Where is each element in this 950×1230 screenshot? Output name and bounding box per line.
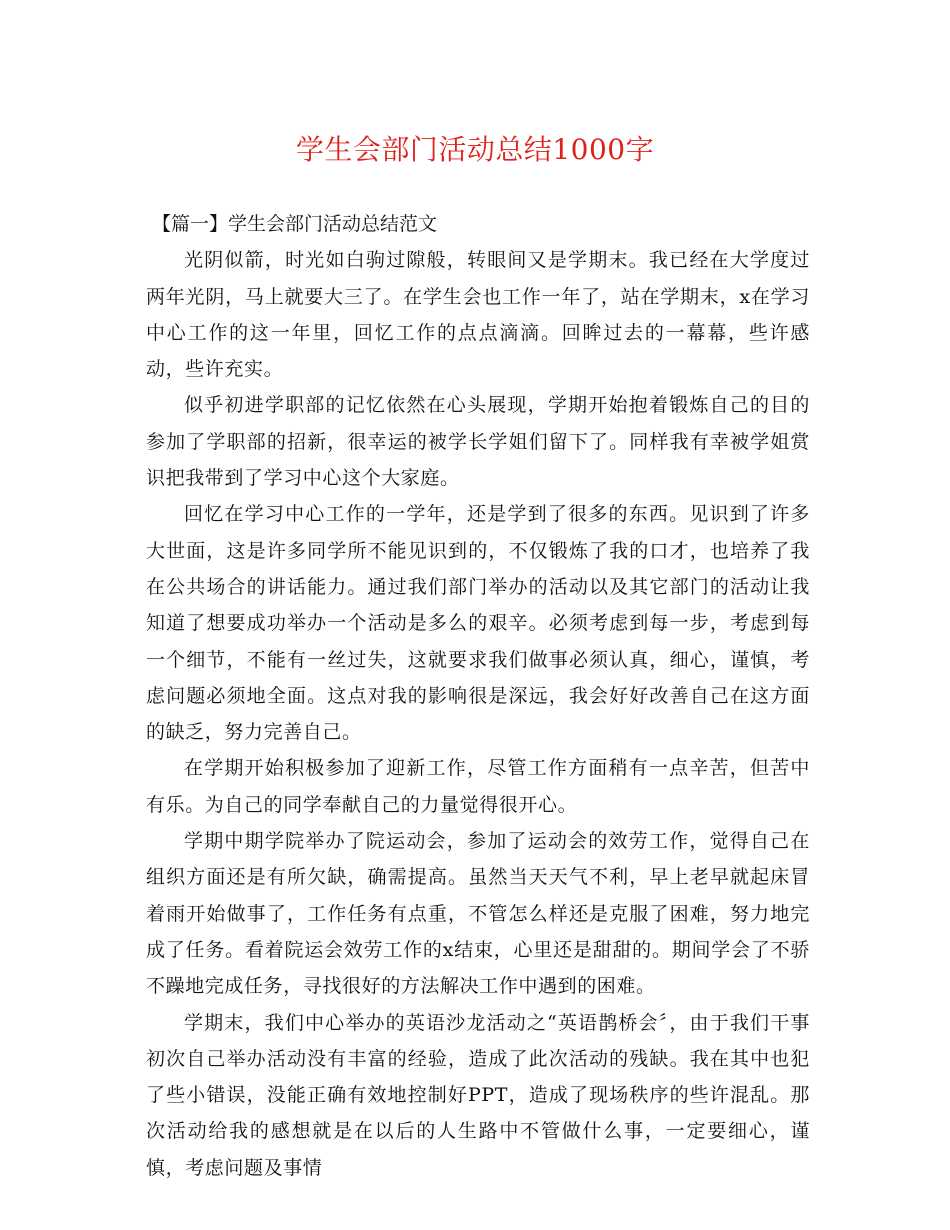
section-heading: 【篇一】学生会部门活动总结范文 bbox=[152, 213, 438, 235]
document-body bbox=[146, 206, 810, 1186]
paragraph: 光阴似箭，时光如白驹过隙般，转眼间又是学期末。我已经在大学度过两年光阴，马上就要大三了。在学生会也工作一年了，站在学期末，x在学习中心工作的这一年里，回忆工作的点点滴滴。回眸过去的一幕幕，些许感动，些许充实。 bbox=[146, 249, 810, 381]
paragraph: 似乎初进学职部的记忆依然在心头展现，学期开始抱着锻炼自己的目的参加了学职部的招新，很幸运的被学长学姐们留下了。同样我有幸被学姐赏识把我带到了学习中心这个大家庭。 bbox=[146, 394, 810, 490]
paragraph: 回忆在学习中心工作的一学年，还是学到了很多的东西。见识到了许多大世面，这是许多同学所不能见识到的，不仅锻炼了我的口才，也培养了我在公共场合的讲话能力。通过我们部门举办的活动以及其它部门的活动让我知道了想要成功举办一个活动是多么的艰辛。必须考虑到每一步，考虑到每一个细节，不能有一丝过失，这就要求我们做事必须认真，细心，谨慎，考虑问题必须地全面。这点对我的影响很是深远，我会好好改善自己在这方面的缺乏，努力完善自己。 bbox=[146, 503, 810, 744]
paragraph: 在学期开始积极参加了迎新工作，尽管工作方面稍有一点辛苦，但苦中有乐。为自己的同学奉献自己的力量觉得很开心。 bbox=[146, 757, 810, 816]
paragraph: 学期末，我们中心举办的英语沙龙活动之“英语鹊桥会〞，由于我们干事初次自己举办活动没有丰富的经验，造成了此次活动的残缺。我在其中也犯了些小错误，没能正确有效地控制好PPT，造成了现场秩序的些许混乱。那次活动给我的感想就是在以后的人生路中不管做什么事，一定要细心，谨慎，考虑问题及事情 bbox=[146, 1011, 810, 1179]
paragraph: 学期中期学院举办了院运动会，参加了运动会的效劳工作，觉得自己在组织方面还是有所欠缺，确需提高。虽然当天天气不利，早上老早就起床冒着雨开始做事了，工作任务有点重，不管怎么样还是克服了困难，努力地完成了任务。看着院运会效劳工作的x结束，心里还是甜甜的。期间学会了不骄不躁地完成任务，寻找很好的方法解决工作中遇到的困难。 bbox=[146, 830, 810, 998]
document-title: 学生会部门活动总结1000字 bbox=[295, 133, 655, 166]
